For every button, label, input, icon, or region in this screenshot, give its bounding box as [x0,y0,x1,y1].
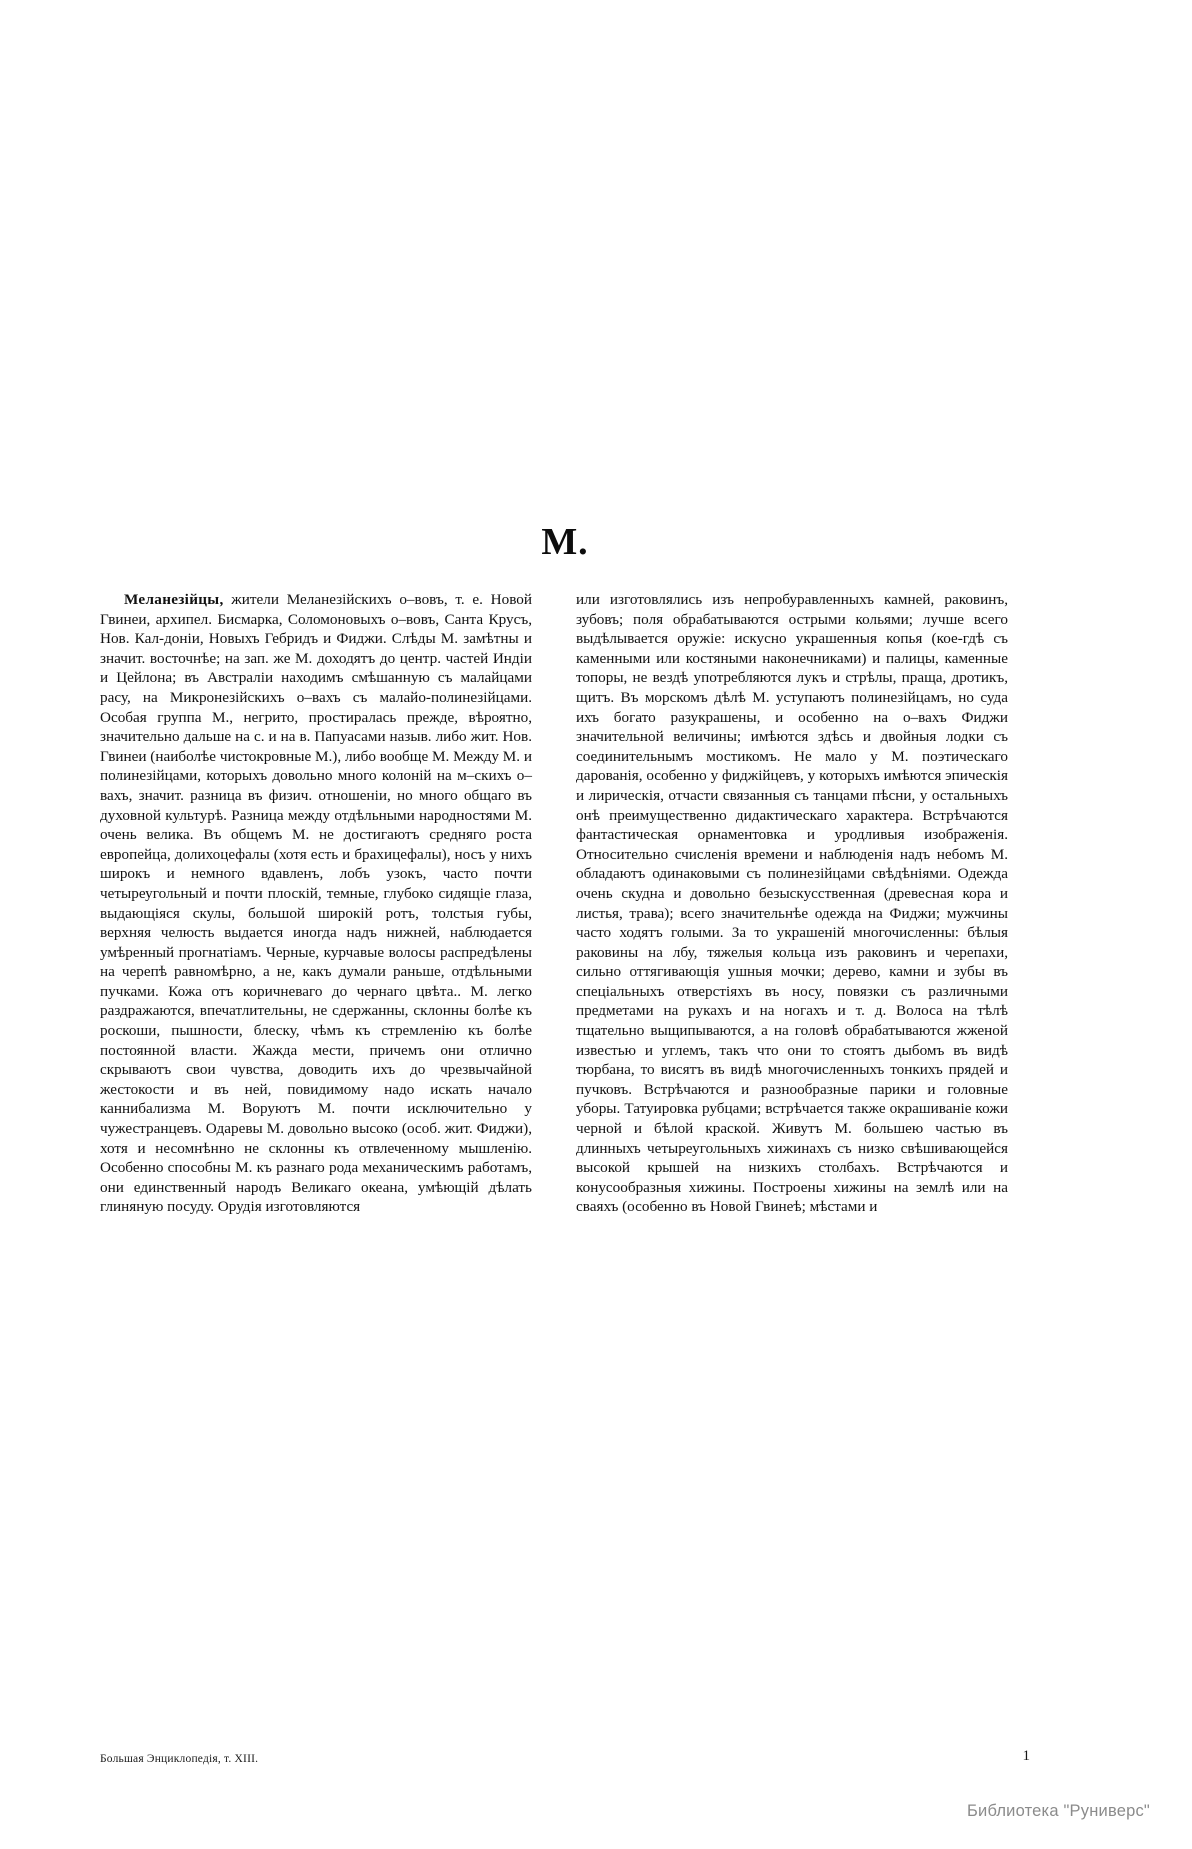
right-text-column [554,590,1008,1217]
page-title: М. [541,521,589,563]
entry-body-text: жители Меланезійскихъ о–вовъ, т. е. Новой Гвинеи, архипел. Бисмарка, Соломоновыхъ о–вовъ, Санта Крусъ, Нов. Кал-доніи, Новыхъ Гебридъ и Фиджи. Слѣды М. замѣтны и значит. восточнѣе; на зап. же М. доходятъ до центр. частей Индіи и Цейлона; въ Австраліи находимъ смѣшанную съ малайцами расу, на Микронезійскихъ о–вахъ съ малайо-полинезійцами. Особая группа М., негрито, простиралась прежде, вѣроятно, значительно дальше на с. и на в. Папуасами назыв. либо жит. Нов. Гвинеи (наиболѣе чистокровные М.), либо вообще М. Между М. и полинезійцами, которыхъ довольно много колоній на м–скихъ о–вахъ, значит. разница въ физич. отношеніи, но много общаго въ духовной культурѣ. Разница между отдѣльными народностями М. очень велика. Въ общемъ М. не достигаютъ средняго роста европейца, долихоцефалы (хотя есть и брахицефалы), носъ у нихъ широкъ и немного вдавленъ, лобъ узокъ, часто почти четыреугольный и почти плоскій, темные, глубоко сидящіе глаза, выдающіяся скулы, большой широкій ротъ, толстыя губы, верхняя челюсть выдается иногда надъ нижней, наблюдается умѣренный прогнатіамъ. Черные, курчавые волосы распредѣлены на черепѣ равномѣрно, а не, какъ думали раньше, отдѣльными пучками. Кожа отъ коричневаго до чернаго цвѣта.. М. легко раздражаются, впечатлительны, не сдержанны, склонны болѣе къ роскоши, пышности, блеску, чѣмъ къ стремленію къ болѣе постоянной власти. Жажда мести, причемъ они отлично скрываютъ свои чувства, доводить ихъ до чрезвычайной жестокости и въ ней, повидимому надо искать начало каннибализма М. Воруютъ М. почти исключительно у чужестранцевъ. Одаревы М. довольно высоко (особ. жит. Фиджи), хотя и несомнѣнно не склонны къ отвлеченному мышленію. Особенно способны М. къ разнаго рода механическимъ работамъ, они единственный народъ Великаго океана, умѣющій дѣлать глиняную посуду. Орудія изготовляются [100,591,532,1216]
dictionary-entry-melanesians [100,590,532,1217]
page-number: 1 [1022,1748,1030,1764]
page-footer [100,1748,1030,1765]
entry-body-text-continued: или изготовлялись изъ непробуравленныхъ камней, раковинъ, зубовъ; поля обрабатываются острыми кольями; лучше всего выдѣлывается оружіе: искусно украшенныя копья (кое-гдѣ съ каменными или костяными наконечниками) и палицы, каменные топоры, не вездѣ употребляются лукъ и стрѣлы, праща, дротикъ, щитъ. Въ морскомъ дѣлѣ М. уступаютъ полинезійцамъ, но суда ихъ богато разукрашены, и особенно на о–вахъ Фиджи значительной величины; имѣются здѣсь и двойныя лодки съ соединительнымъ мостикомъ. Не мало у М. поэтическаго дарованія, особенно у фиджійцевъ, у которыхъ имѣются эпическія и лирическія, отчасти связанныя съ танцами пѣсни, у остальныхъ онѣ преимущественно дидактическаго характера. Встрѣчаются фантастическая орнаментовка и уродливыя изображенія. Относительно счисленія времени и наблюденія надъ небомъ М. обладаютъ одинаковыми съ полинезійцами свѣдѣніями. Одежда очень скудна и довольно безыскусственная (древесная кора и листья, трава); всего значительнѣе одежда на Фиджи; мужчины часто ходятъ голыми. За то украшеній многочисленны: бѣлыя раковины на лбу, тяжелыя кольца изъ раковинъ и черепахи, сильно оттягивающія ушныя мочки; дерево, камни и зубы въ спеціальныхъ отверстіяхъ въ носу, повязки съ различными предметами на рукахъ и на ногахъ и т. д. Волоса на тѣлѣ тщательно выщипываются, а на головѣ обрабатываются жженой известью и углемъ, такъ что они то стоятъ дыбомъ въ видѣ тюрбана, то висятъ въ видѣ многочисленныхъ тонкихъ прядей и пучковъ. Встрѣчаются и разнообразные парики и головные уборы. Татуировка рубцами; встрѣчается также окрашиваніе кожи черной и бѣлой краской. Живутъ М. большею частью въ длинныхъ четыреугольныхъ хижинахъ съ низко свѣшивающейся высокой крышей на низкихъ столбахъ. Встрѣчаются и конусообразныя хижины. Построены хижины на землѣ или на сваяхъ (особенно въ Новой Гвинеѣ; мѣстами и [576,591,1008,1216]
volume-note: Большая Энциклопедія, т. XIII. [100,1753,259,1765]
left-text-column [100,590,554,1217]
entry-headword: Меланезійцы, [124,591,224,608]
entry-continuation-paragraph [576,590,1008,1217]
two-column-text-body [100,590,1030,1217]
library-watermark: Библиотека "Руниверс" [967,1802,1150,1820]
page-content-area [100,520,1030,1730]
